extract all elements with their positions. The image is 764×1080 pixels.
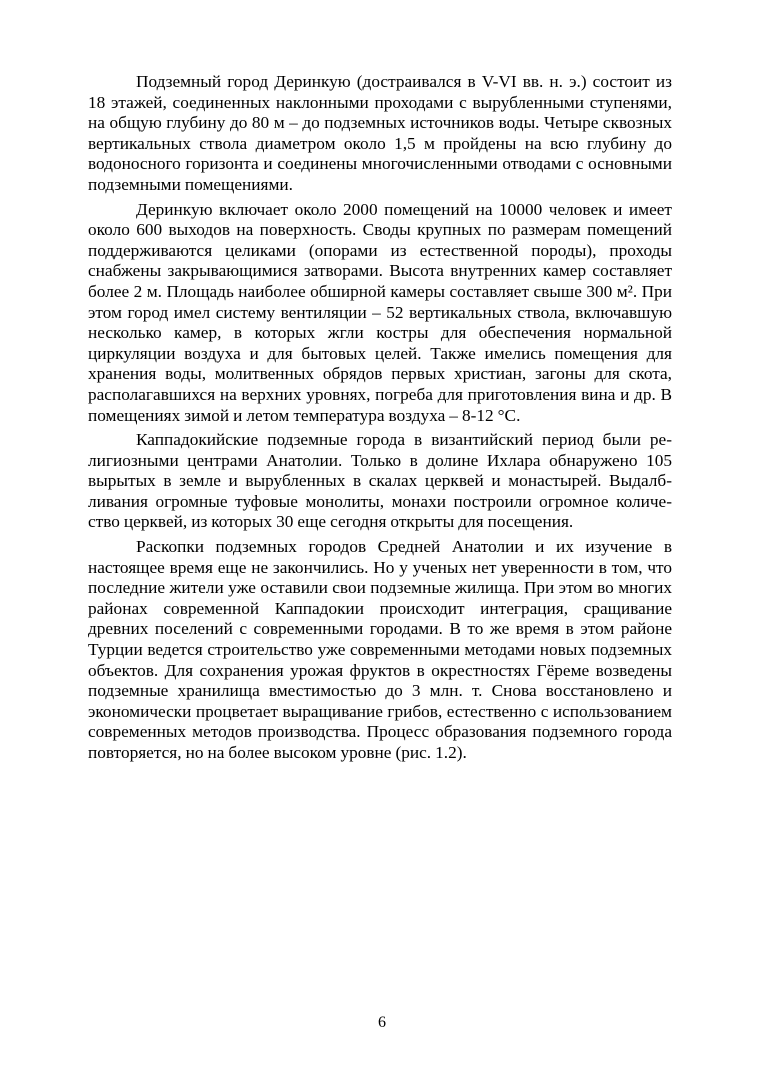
paragraph-derinkuyu-structure: Подземный город Деринкую (достраивался в V-VI вв. н. э.) состоит из 18 этажей, соединенных наклонными проходами с вырубленными ступенями, на общую глубину до 80 м – до подземных источников воды. Четыре сквозных вертикальных ствола диаметром около 1,5 м пройдены на всю глубину до водоносного горизонта и соединены многочисленными отводами с основными подземными помещениями. xyxy=(88,72,672,194)
document-body xyxy=(88,72,672,768)
page-number: 6 xyxy=(378,1014,386,1031)
paragraph-byzantine-period: Каппадокийские подземные города в византийский период были религиозными центрами Анатолии. Только в долине Ихлара обнаружено 105 вырытых в земле и вырубленных в скалах церквей и монастырей. Выдалбливания огромные туфовые монолиты, монахи построили огромное количество церквей, из которых 30 еще сегодня открыты для посещения. xyxy=(88,430,672,532)
paragraph-excavations: Раскопки подземных городов Средней Анатолии и их изучение в настоящее время еще не закончились. Но у ученых нет уверенности в том, что последние жители уже оставили свои подземные жилища. При этом во многих районах современной Каппадокии происходит интеграция, сращивание древних поселений с современными городами. В то же время в этом районе Турции ведется строительство уже современными методами новых подземных объектов. Для сохранения урожая фруктов в окрестностях Гёреме возведены подземные хранилища вместимостью до 3 млн. т. Снова восстановлено и экономически процветает выращивание грибов, естественно с использованием современных методов производства. Процесс образования подземного города повторяется, но на более высоком уровне (рис. 1.2). xyxy=(88,537,672,762)
paragraph-derinkuyu-rooms: Деринкую включает около 2000 помещений на 10000 человек и имеет около 600 выходов на поверхность. Своды крупных по размерам помещений поддерживаются целиками (опорами из естественной породы), проходы снабжены закрывающимися затворами. Высота внутренних камер составляет более 2 м. Площадь наиболее обширной камеры составляет свыше 300 м². При этом город имел систему вентиляции – 52 вертикальных ствола, включавшую несколько камер, в которых жгли костры для обеспечения нормальной циркуляции воздуха и для бытовых целей. Также имелись помещения для хранения воды, молитвенных обрядов первых христиан, загоны для скота, располагавшихся на верхних уровнях, погреба для приготовления вина и др. В помещениях зимой и летом температура воздуха – 8-12 °С. xyxy=(88,199,672,425)
